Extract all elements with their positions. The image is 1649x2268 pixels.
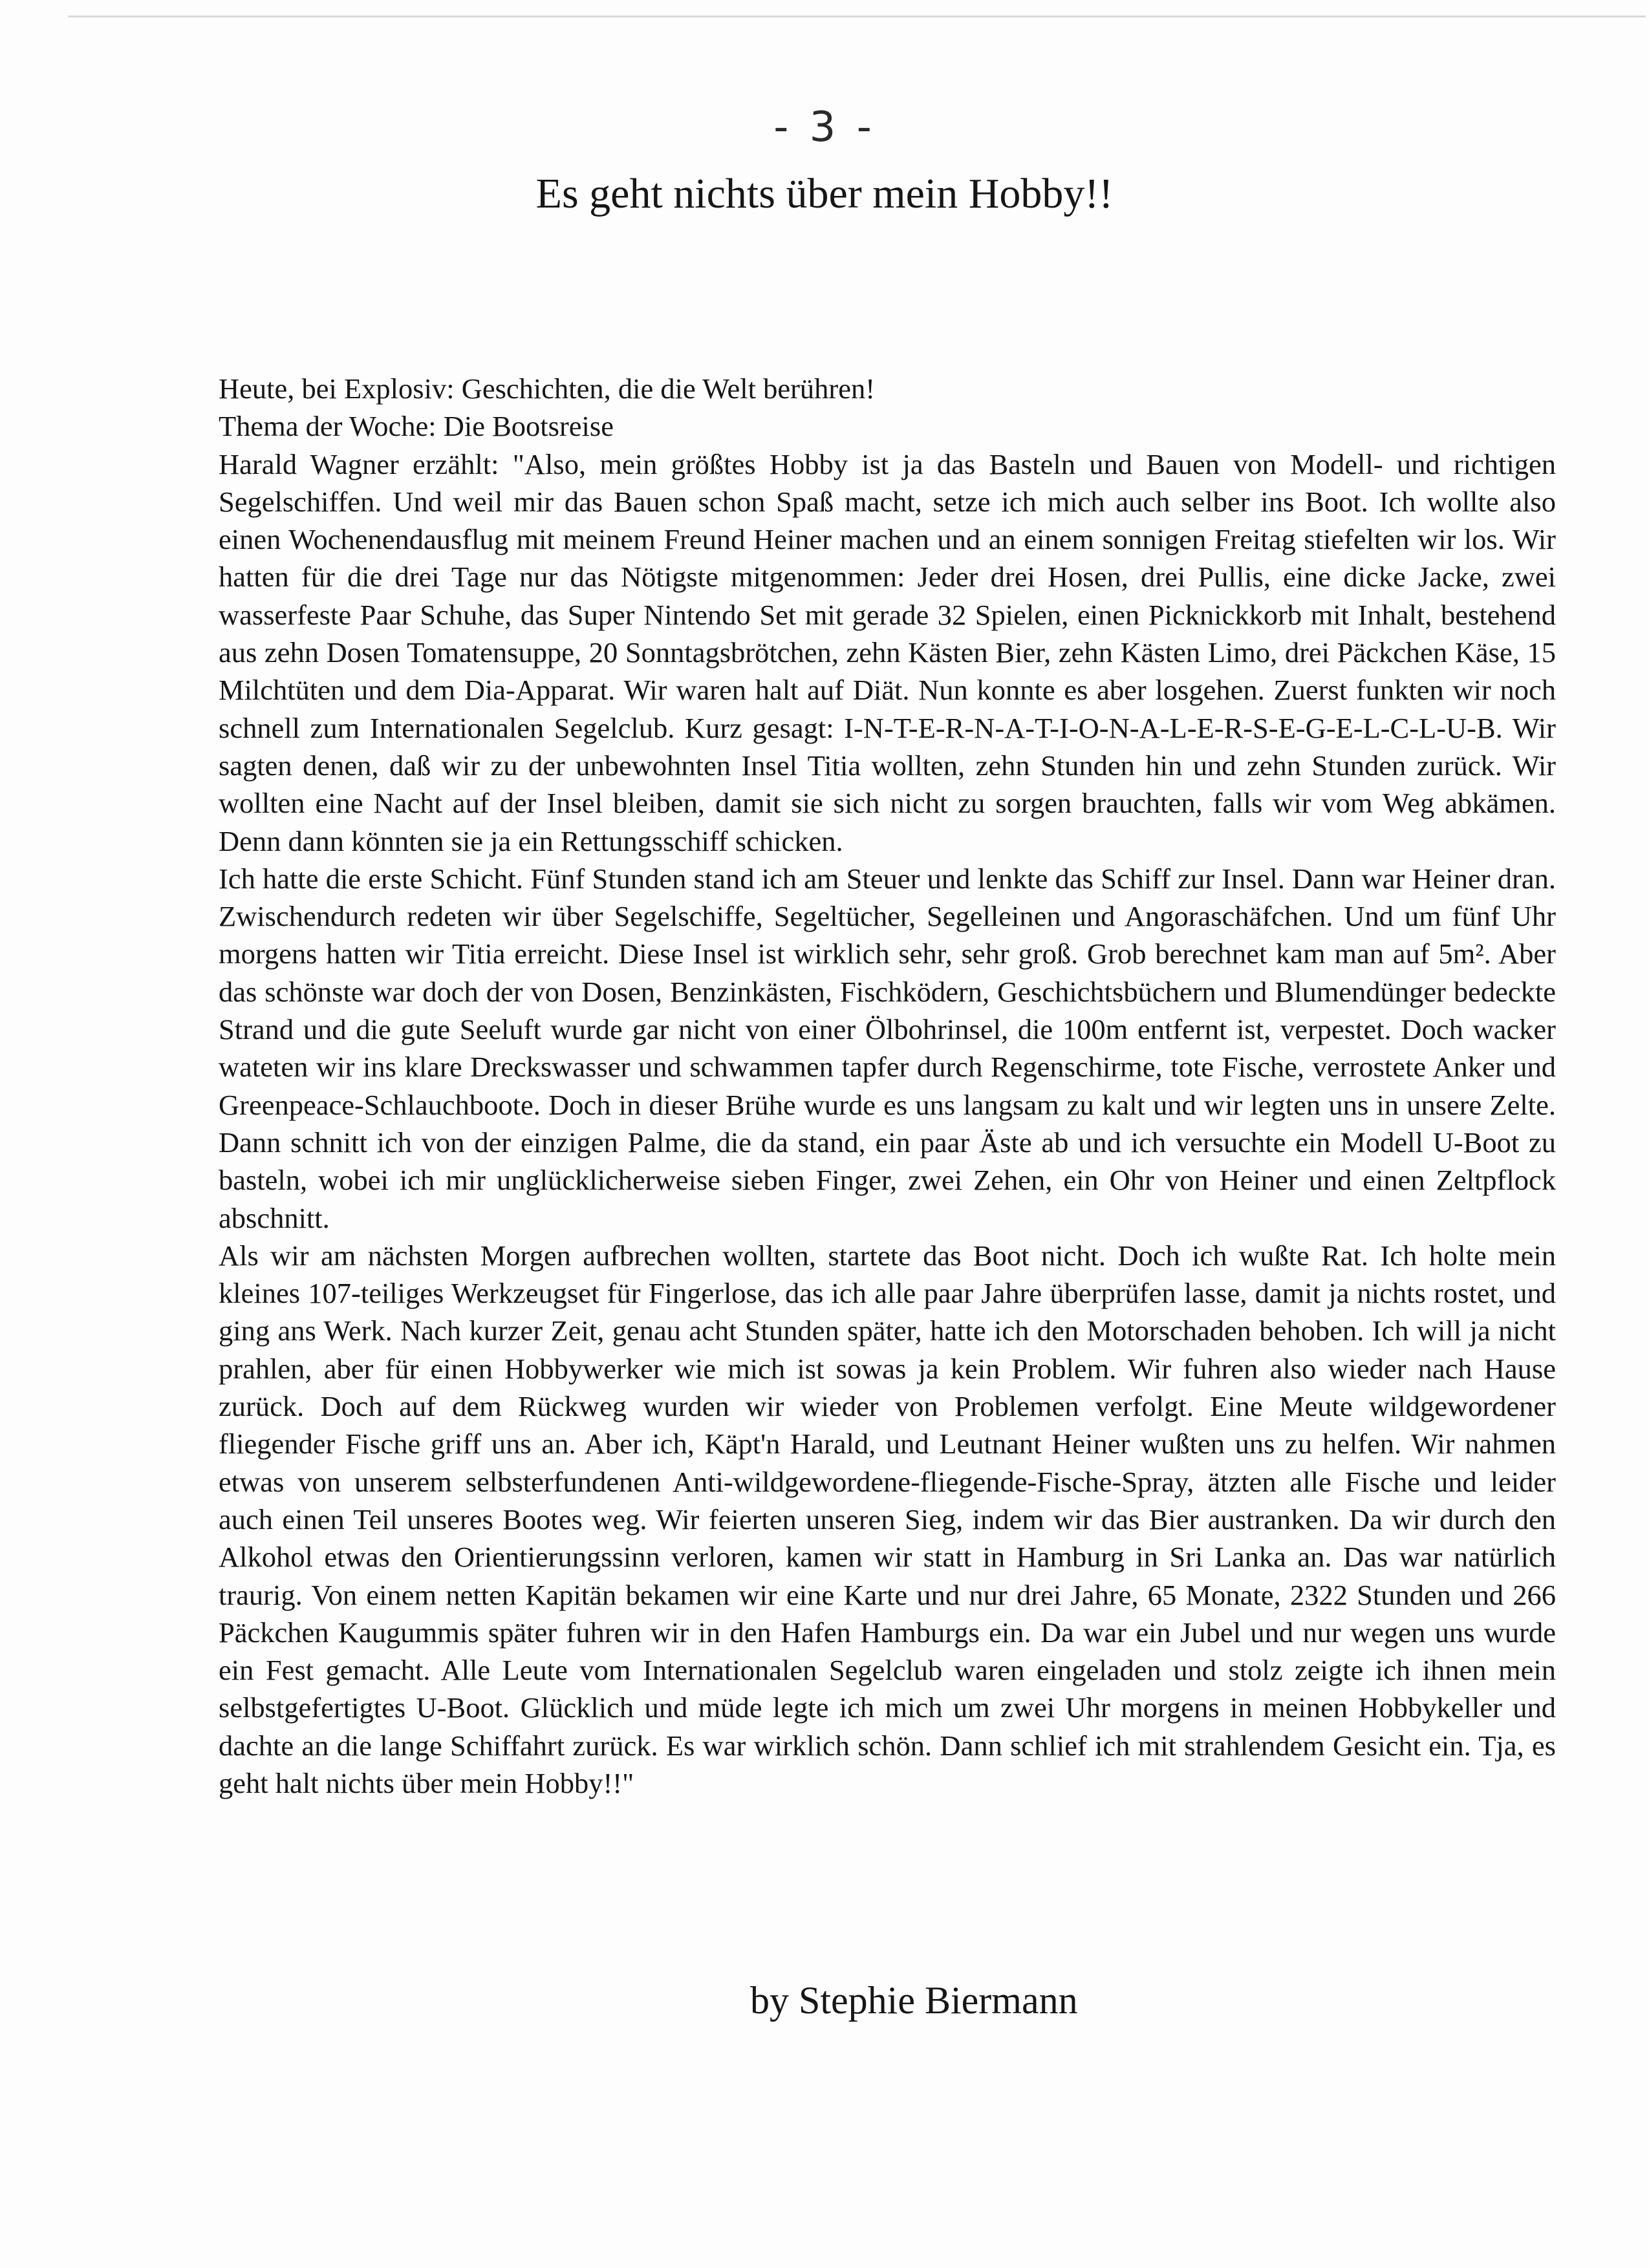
paragraph: Als wir am nächsten Morgen aufbrechen wollten, startete das Boot nicht. Doch ich wußte Rat. Ich holte mein kleines 107-teiliges Werkzeugset für Fingerlose, das ich alle paar Jahre überprüfen lasse, damit ja nichts rostet, und ging ans Werk. Nach kurzer Zeit, genau acht Stunden später, hatte ich den Motorschaden behoben. Ich will ja nicht prahlen, aber für einen Hobbywerker wie mich ist sowas ja kein Problem. Wir fuhren also wieder nach Hause zurück. Doch auf dem Rückweg wurden wir wieder von Problemen verfolgt. Eine Meute wildgewordener fliegender Fische griff uns an. Aber ich, Käpt'n Harald, und Leutnant Heiner wußten uns zu helfen. Wir nahmen etwas von unserem selbsterfundenen Anti-wildgewordene-fliegende-Fische-Spray, ätzten alle Fische und leider auch einen Teil unseres Bootes weg. Wir feierten unseren Sieg, indem wir das Bier austranken. Da wir durch den Alkohol etwas den Orientierungssinn verloren, kamen wir statt in Hamburg in Sri Lanka an. Das war natürlich traurig. Von einem netten Kapitän bekamen wir eine Karte und nur drei Jahre, 65 Monate, 2322 Stunden und 266 Päckchen Kaugummis später fuhren wir in den Hafen Hamburgs ein. Da war ein Jubel und nur wegen uns wurde ein Fest gemacht. Alle Leute vom Internationalen Segelclub waren eingeladen und stolz zeigte ich ihnen mein selbstgefertigtes U-Boot. Glücklich und müde legte ich mich um zwei Uhr morgens in meinen Hobbykeller und dachte an die lange Schiffahrt zurück. Es war wirklich schön. Dann schlief ich mit strahlendem Gesicht ein. Tja, es geht halt nichts über mein Hobby!!" [219, 1239, 1556, 1799]
article-body [219, 370, 1556, 1802]
topic-line: Thema der Woche: Die Bootsreise [219, 410, 614, 443]
intro-line: Heute, bei Explosiv: Geschichten, die die Welt berühren! [219, 372, 876, 405]
page-number: - 3 - [773, 103, 876, 151]
scan-edge-line [68, 16, 1646, 17]
page-title: Es geht nichts über mein Hobby!! [535, 170, 1114, 217]
paragraph: Harald Wagner erzählt: "Also, mein größtes Hobby ist ja das Basteln und Bauen von Modell- und richtigen Segelschiffen. Und weil mir das Bauen schon Spaß macht, setze ich mich auch selber ins Boot. Ich wollte also einen Wochenendausflug mit meinem Freund Heiner machen und an einem sonnigen Freitag stiefelten wir los. Wir hatten für die drei Tage nur das Nötigste mitgenommen: Jeder drei Hosen, drei Pullis, eine dicke Jacke, zwei wasserfeste Paar Schuhe, das Super Nintendo Set mit gerade 32 Spielen, einen Picknickkorb mit Inhalt, bestehend aus zehn Dosen Tomatensuppe, 20 Sonntagsbrötchen, zehn Kästen Bier, zehn Kästen Limo, drei Päckchen Käse, 15 Milchtüten und dem Dia-Apparat. Wir waren halt auf Diät. Nun konnte es aber losgehen. Zuerst funkten wir noch schnell zum Internationalen Segelclub. Kurz gesagt: I-N-T-E-R-N-A-T-I-O-N-A-L-E-R-S-E-G-E-L-C-L-U-B. Wir sagten denen, daß wir zu der unbewohnten Insel Titia wollten, zehn Stunden hin und zehn Stunden zurück. Wir wollten eine Nacht auf der Insel bleiben, damit sie sich nicht zu sorgen brauchten, falls wir vom Weg abkämen. Denn dann könnten sie ja ein Rettungsschiff schicken. [219, 447, 1556, 857]
author-byline: by Stephie Biermann [750, 1979, 1078, 2022]
paragraph: Ich hatte die erste Schicht. Fünf Stunden stand ich am Steuer und lenkte das Schiff zur Insel. Dann war Heiner dran. Zwischendurch redeten wir über Segelschiffe, Segeltücher, Segelleinen und Angoraschäfchen. Und um fünf Uhr morgens hatten wir Titia erreicht. Diese Insel ist wirklich sehr, sehr groß. Grob berechnet kam man auf 5m². Aber das schönste war doch der von Dosen, Benzinkästen, Fischködern, Geschichtsbüchern und Blumendünger bedeckte Strand und die gute Seeluft wurde gar nicht von einer Ölbohrinsel, die 100m entfernt ist, verpestet. Doch wacker wateten wir ins klare Dreckswasser und schwammen tapfer durch Regenschirme, tote Fische, verrostete Anker und Greenpeace-Schlauchboote. Doch in dieser Brühe wurde es uns langsam zu kalt und wir legten uns in unsere Zelte. Dann schnitt ich von der einzigen Palme, die da stand, ein paar Äste ab und ich versuchte ein Modell U-Boot zu basteln, wobei ich mir unglücklicherweise sieben Finger, zwei Zehen, ein Ohr von Heiner und einen Zeltpflock abschnitt. [219, 862, 1556, 1234]
